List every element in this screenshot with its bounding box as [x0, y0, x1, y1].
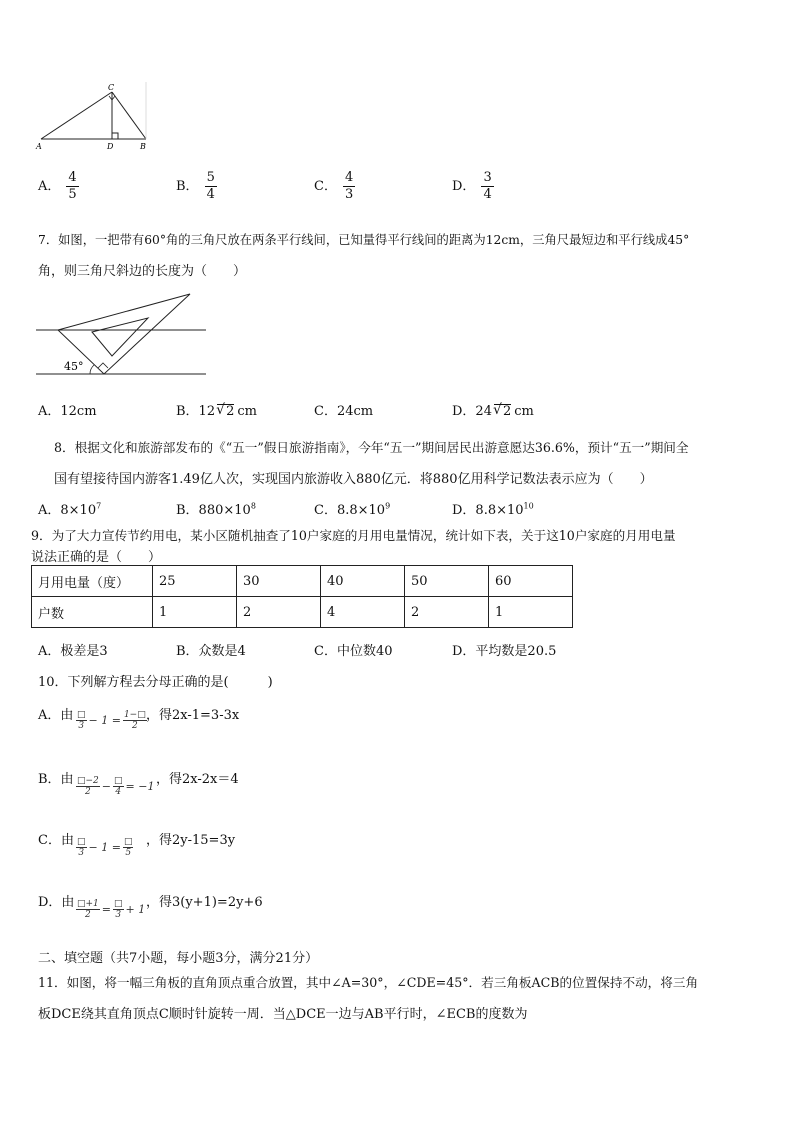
q8-stem-line2: 国有望接待国内游客1.49亿人次，实现国内旅游收入880亿元．将880亿用科学记数法表示应为（ ） — [54, 472, 653, 487]
q10-option-c-equation: □ 3 − 1 = □ 5 — [77, 837, 133, 858]
label-c: C — [108, 83, 115, 92]
table-row — [32, 597, 573, 628]
q11-stem-line1: 11．如图，将一幅三角板的直角顶点重合放置，其中∠A=30°，∠CDE=45°．若三角板ACB的位置保持不动，将三角 — [38, 975, 699, 990]
q7-option-a[interactable]: A．12cm — [38, 404, 97, 419]
q7-stem-line2: 角，则三角尺斜边的长度为（ ） — [38, 264, 247, 279]
q6-option-c-letter: C． — [314, 179, 337, 194]
angle-45-label: 45° — [64, 360, 84, 373]
q11-stem-line2: 板DCE绕其直角顶点C顺时针旋转一周．当△DCE一边与AB平行时，∠ECB的度数为 — [38, 1007, 528, 1022]
q7-option-b-coef: B．12 — [176, 404, 216, 419]
q9-stem-line2: 说法正确的是（ ） — [31, 550, 162, 565]
table-cell: 月用电量（度） — [32, 566, 153, 597]
q10-option-b-prefix: B．由 — [38, 772, 74, 787]
q10-option-b-result: ，得2x-2x＝4 — [156, 772, 239, 787]
q10-option-d-result: ，得3(y+1)=2y+6 — [146, 895, 263, 910]
set-square-figure — [36, 292, 208, 380]
table-row — [32, 566, 573, 597]
table-cell: 30 — [237, 566, 321, 597]
table-cell: 4 — [321, 597, 405, 628]
q7-option-b[interactable] — [176, 400, 257, 419]
q6-option-d[interactable] — [452, 170, 494, 203]
q10-option-b-equation: $\frac{□-2}{2}$ − □ 4 = −1 — [77, 776, 155, 797]
table-cell: 户数 — [32, 597, 153, 628]
table-cell: 25 — [153, 566, 237, 597]
q8-option-c[interactable]: C．$8.8\times 10^9$ — [314, 501, 391, 518]
q10-option-a-result: ，得2x-1=3-3x — [146, 708, 240, 723]
q10-option-d-equation: $\frac{□+1}{2}$ = □ 3 + 1 — [77, 899, 146, 920]
q9-option-a[interactable]: A．极差是3 — [38, 644, 108, 659]
section-heading: 二、填空题（共7小题，每小题3分，满分21分） — [38, 951, 319, 966]
q7-option-d-unit: cm — [514, 404, 534, 419]
q9-option-c[interactable]: C．中位数40 — [314, 644, 393, 659]
q10-option-d[interactable] — [38, 891, 263, 920]
q7-option-d-coef: D．24 — [452, 404, 492, 419]
q8-option-d[interactable]: D．$8.8\times 10^{10}$ — [452, 501, 534, 518]
q8-option-a[interactable]: A．$8\times 10^7$ — [38, 501, 102, 518]
triangle-abc-figure — [34, 82, 152, 152]
table-cell: 40 — [321, 566, 405, 597]
q6-option-d-letter: D． — [452, 179, 476, 194]
electricity-usage-table — [31, 565, 573, 628]
q6-option-b[interactable] — [176, 170, 217, 203]
q6-option-c[interactable] — [314, 170, 355, 203]
q7-option-b-unit: cm — [237, 404, 257, 419]
table-cell: 60 — [489, 566, 573, 597]
q10-option-a[interactable] — [38, 704, 240, 731]
q9-option-b[interactable]: B．众数是4 — [176, 644, 246, 659]
q6-option-c-fraction: $\frac{4}{3}$ — [344, 170, 354, 202]
label-d: D — [107, 142, 114, 151]
q8-stem-line1: 8．根据文化和旅游部发布的《“五一”假日旅游指南》，今年“五一”期间居民出游意愿达36.6%，预计“五一”期间全 — [54, 440, 689, 455]
q10-option-a-equation: □ 3 − 1 = $\frac{1-□}{2}$ — [77, 710, 146, 731]
table-cell: 1 — [489, 597, 573, 628]
q7-option-c[interactable]: C．24cm — [314, 404, 374, 419]
q10-option-c-result: ，得2y-15=3y — [146, 833, 236, 848]
q10-option-b[interactable] — [38, 768, 239, 797]
q10-option-d-prefix: D．由 — [38, 895, 75, 910]
q10-option-c-prefix: C．由 — [38, 833, 74, 848]
label-a: A — [36, 142, 42, 151]
q6-option-a[interactable] — [38, 170, 79, 203]
table-cell: 50 — [405, 566, 489, 597]
q9-option-d[interactable]: D．平均数是20.5 — [452, 644, 557, 659]
q8-option-b[interactable]: B．$880\times 10^8$ — [176, 501, 256, 518]
table-cell: 2 — [237, 597, 321, 628]
q9-stem-line1: 9．为了大力宣传节约用电，某小区随机抽查了10户家庭的月用电量情况，统计如下表，关于这10户家庭的月用电量 — [31, 528, 676, 543]
table-cell: 2 — [405, 597, 489, 628]
q6-option-a-fraction: $\frac{4}{5}$ — [68, 170, 77, 202]
q7-stem-line1: 7．如图，一把带有60°角的三角尺放在两条平行线间，已知量得平行线间的距离为12cm，三角尺最短边和平行线成45° — [38, 233, 690, 247]
q6-option-b-letter: B． — [176, 179, 199, 194]
q6-option-a-letter: A． — [38, 179, 61, 194]
q7-option-d[interactable] — [452, 400, 534, 419]
q6-option-b-fraction: $\frac{5}{4}$ — [206, 170, 215, 202]
q7-option-b-radical: √ 2 — [217, 404, 234, 419]
q10-stem: 10．下列解方程去分母正确的是( ) — [38, 675, 273, 690]
q10-option-c[interactable] — [38, 829, 236, 858]
label-b: B — [140, 142, 146, 151]
table-cell: 1 — [153, 597, 237, 628]
q6-option-d-fraction: $\frac{3}{4}$ — [483, 170, 492, 202]
q10-option-a-prefix: A．由 — [38, 708, 74, 723]
q7-option-d-radical: √ 2 — [494, 404, 511, 419]
